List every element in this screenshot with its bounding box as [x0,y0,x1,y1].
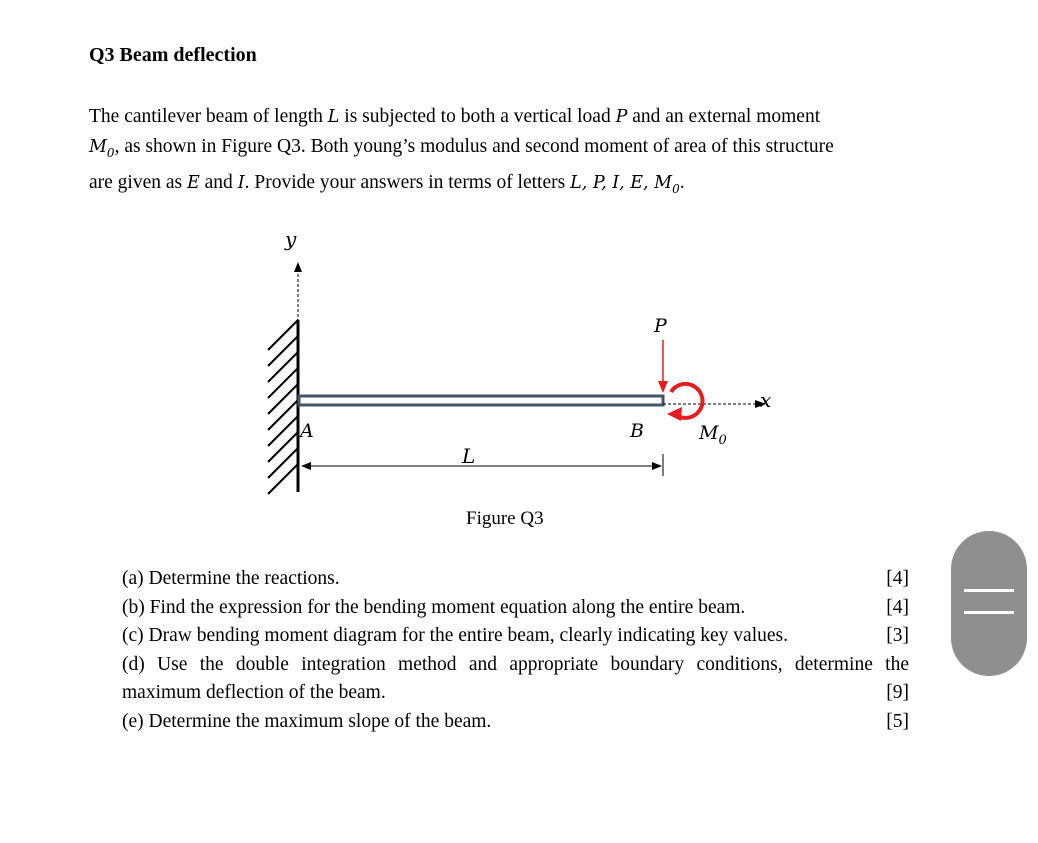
y-axis-label: y [285,227,297,251]
point-b-label: B [630,420,644,442]
marks: [3] [886,625,909,647]
marks: [4] [886,568,909,589]
question-d-continued: maximum deflection of the beam. [9] [122,679,909,708]
question-e: (e) Determine the maximum slope of the beam. [5] [122,708,909,737]
question-d: (d) Use the double integration method and appropriate boundary conditions, determine the [122,653,909,675]
scroll-handle[interactable] [951,531,1027,676]
figure-caption: Figure Q3 [466,508,544,529]
drag-handle-icon [964,611,1014,614]
statement-line-2: $M_0$, as shown in Figure Q3. Both young’s modulus and second moment of area of this structure [89,136,834,160]
cantilever-beam [299,396,663,405]
fixed-support-wall [268,320,298,494]
point-a-label: A [300,420,314,442]
question-list [122,565,909,737]
problem-statement [89,102,919,204]
moment-arrowhead [667,407,682,421]
load-arrowhead [658,381,668,393]
length-label: L [462,444,476,468]
marks: [9] [886,682,909,704]
question-a: (a) Determine the reactions. [4] [122,565,909,594]
load-label: P [654,315,667,337]
y-axis-arrowhead [294,262,302,272]
drag-handle-icon [964,589,1014,592]
question-c: (c) Draw bending moment diagram for the entire beam, clearly indicating key values. [3] [122,622,909,651]
statement-line-3: are given as E and I. Provide your answers in terms of letters L, P, I, E, $M_0$. [89,171,685,196]
beam-diagram [258,222,798,507]
question-b: (b) Find the expression for the bending moment equation along the entire beam. [4] [122,594,909,623]
marks: [5] [886,710,909,732]
x-axis-label: x [760,388,772,412]
question-title: Q3 Beam deflection [89,44,257,66]
moment-label: $M_0$ [699,422,727,448]
marks: [4] [886,596,909,618]
statement-line-1: The cantilever beam of length L is subjected to both a vertical load P and an external moment [89,106,821,127]
